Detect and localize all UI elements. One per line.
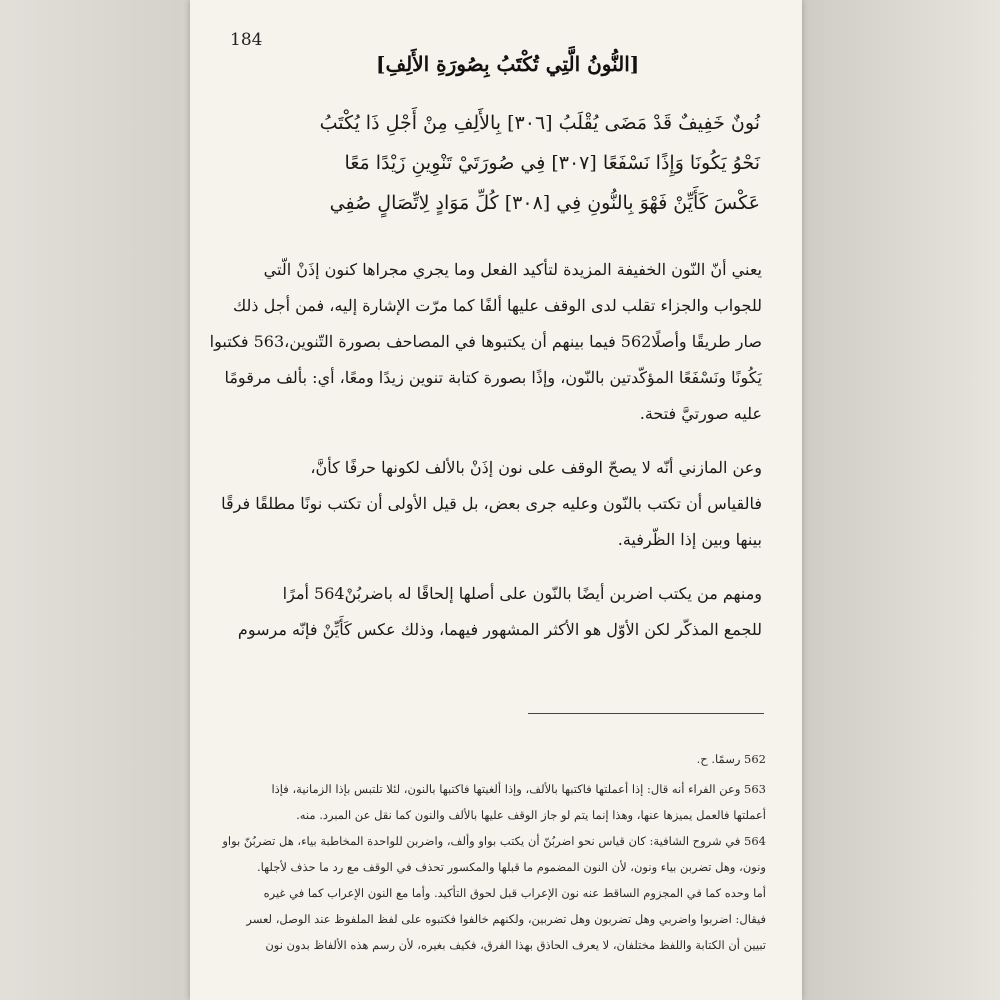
footnote-line: أما وحده كما في المجزوم الساقط عنه نون الإعراب قبل لحوق التأكيد. وأما مع النون الإعراب كما في غيره [263, 886, 766, 900]
paragraph-line: فالقياس أن تكتب بالنّون وعليه جرى بعض، بل قيل الأولى أن تكتب نونًا مطلقًا فرقًا [221, 494, 762, 513]
paragraph-line: صار طريقًا وأصلًا562 فيما بينهم أن يكتبوها في المصاحف بصورة التّنوين،563 فكتبوا [209, 332, 762, 351]
facing-page-edge [0, 0, 190, 1000]
background-edge [802, 0, 1000, 1000]
footnote-line: أعملتها فالعمل يميزها عنها، وهذا إنما يتم لو جاز الوقف عليها بالألف والنون كما نقل عن المبرد. منه. [296, 808, 766, 822]
footnote-line: 563 وعن الفراء أنه قال: إذا أعملتها فاكتبها بالألف، وإذا ألغيتها فاكتبها بالنون، لئلا تلتبس بإذا الزمانية، فإذا [271, 782, 766, 796]
paragraph-line: يعني أنّ النّون الخفيفة المزيدة لتأكيد الفعل وما يجري مجراها كنون إذَنْ الّتي [263, 260, 762, 279]
verse-line: عَكْسَ كَأَيِّنْ فَهْوَ بِالنُّونِ فِي [٣٠٨] كُلِّ مَوَادٍ لِاتِّصَالٍ صُفِي [329, 192, 760, 214]
paragraph-line: للجمع المذكّر لكن الأوّل هو الأكثر المشهور فيهما، وذلك عكس كَأَيِّنْ فإنّه مرسوم [237, 620, 762, 639]
page-number: 184 [230, 30, 263, 50]
section-title: [النُّونُ الَّتِي تُكْتَبُ بِصُورَةِ الأَلِفِ] [376, 52, 640, 76]
paragraph-line: يَكُونًا ونَسْفَعًا المؤكّدتين بالنّون، وإذًا بصورة كتابة تنوين زيدًا ومعًا، أي: بألف مرقومًا [224, 368, 762, 387]
footnote-divider [528, 713, 764, 714]
footnote-line: 562 رسمًا. ح. [696, 752, 766, 766]
verse-line: نَحْوُ يَكُونَا وَإِذًا نَسْفَعًا [٣٠٧] فِي صُورَتَيْ تَنْوِينِ زَيْدًا مَعًا [344, 152, 760, 174]
footnote-line: ونون، وهل تضربن بياء ونون، لأن النون المضموم ما قبلها والمكسور تحذف في الوقف مع رد ما حذف لأجلها. [256, 860, 766, 874]
footnote-line: فيقال: اضربوا واضربي وهل تضربون وهل تضربين، ولكنهم خالفوا فكتبوه على لفظ الملفوظ عند الوصل، لعسر [246, 912, 766, 926]
paragraph-line: ومنهم من يكتب اضربن أيضًا بالنّون على أصلها إلحاقًا له باضربُنْ564 أمرًا [282, 584, 762, 603]
paragraph-line: عليه صورتيَّ فتحة. [639, 404, 762, 423]
paragraph-line: للجواب والجزاء تقلب لدى الوقف عليها ألفًا كما مرّت الإشارة إليه، فمن أجل ذلك [233, 296, 762, 315]
paragraph-line: بينها وبين إذا الظّرفية. [617, 530, 762, 549]
footnote-line: تبيين أن الكتابة واللفظ مختلفان، لا يعرف الحاذق بهذا الفرق، فكيف بغيره، لأن رسم هذه الألفاظ بدون نون [265, 938, 766, 952]
verse-line: نُونٌ خَفِيفٌ قَدْ مَضَى يُقْلَبُ [٣٠٦] بِالأَلِفِ مِنْ أَجْلِ ذَا يُكْتَبُ [319, 112, 760, 134]
footnote-line: 564 في شروح الشافية: كان قياس نحو اضربُنّ أن يكتب بواو وألف، واضربن للواحدة المخاطبة بياء، هل تضربُنّ بواو [222, 834, 766, 848]
paragraph-line: وعن المازني أنّه لا يصحّ الوقف على نون إذَنْ بالألف لكونها حرفًا كأنَّ، [310, 458, 762, 477]
book-page [190, 0, 802, 1000]
